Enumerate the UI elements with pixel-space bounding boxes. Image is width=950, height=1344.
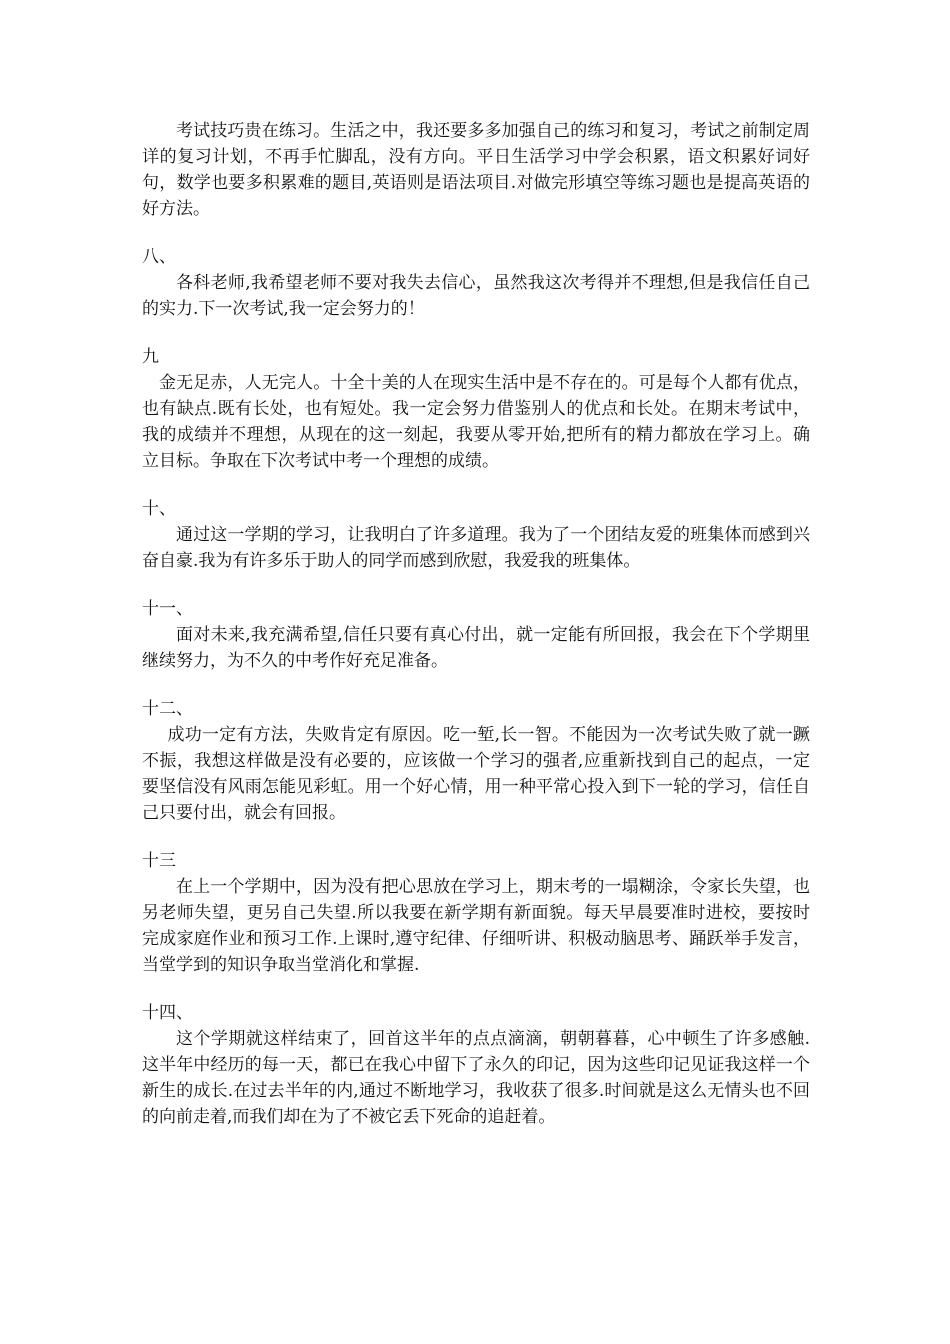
section-9 xyxy=(142,344,810,474)
section-intro xyxy=(142,118,810,222)
section-14 xyxy=(142,1000,810,1130)
section-paragraph: 成功一定有方法，失败肯定有原因。吃一堑,长一智。不能因为一次考试失败了就一蹶不振，我想这样做是没有必要的，应该做一个学习的强者,应重新找到自己的起点，一定要坚信没有风雨怎能见彩虹。用一个好心情，用一种平常心投入到下一轮的学习，信任自己只要付出，就会有回报。 xyxy=(142,725,810,823)
section-heading: 十、 xyxy=(142,499,176,519)
section-13 xyxy=(142,848,810,978)
section-heading: 十二、 xyxy=(142,699,193,719)
section-heading: 九 xyxy=(142,347,159,367)
section-heading: 十三 xyxy=(142,851,176,871)
section-paragraph: 考试技巧贵在练习。生活之中，我还要多多加强自己的练习和复习，考试之前制定周详的复习计划，不再手忙脚乱，没有方向。平日生活学习中学会积累，语文积累好词好句，数学也要多积累难的题目,英语则是语法项目.对做完形填空等练习题也是提高英语的好方法。 xyxy=(142,121,810,219)
section-paragraph: 面对未来,我充满希望,信任只要有真心付出，就一定能有所回报，我会在下个学期里继续努力，为不久的中考作好充足准备。 xyxy=(142,625,810,671)
section-12 xyxy=(142,696,810,826)
section-paragraph: 在上一个学期中，因为没有把心思放在学习上，期末考的一塌糊涂，令家长失望，也另老师失望，更另自己失望.所以我要在新学期有新面貌。每天早晨要准时进校，要按时完成家庭作业和预习工作.上课时,遵守纪律、仔细听讲、积极动脑思考、踊跃举手发言，当堂学到的知识争取当堂消化和掌握. xyxy=(142,877,810,975)
section-heading: 八、 xyxy=(142,247,176,267)
section-11 xyxy=(142,596,810,674)
section-paragraph: 这个学期就这样结束了，回首这半年的点点滴滴，朝朝暮暮，心中顿生了许多感触.这半年中经历的每一天，都已在我心中留下了永久的印记，因为这些印记见证我这样一个新生的成长.在过去半年的内,通过不断地学习，我收获了很多.时间就是这么无情头也不回的向前走着,而我们却在为了不被它丢下死命的追赶着。 xyxy=(142,1029,810,1127)
document-page xyxy=(142,118,810,1152)
section-paragraph: 通过这一学期的学习，让我明白了许多道理。我为了一个团结友爱的班集体而感到兴奋自豪.我为有许多乐于助人的同学而感到欣慰，我爱我的班集体。 xyxy=(142,525,810,571)
section-heading: 十四、 xyxy=(142,1003,193,1023)
section-heading: 十一、 xyxy=(142,599,193,619)
section-paragraph: 金无足赤，人无完人。十全十美的人在现实生活中是不存在的。可是每个人都有优点，也有缺点.既有长处，也有短处。我一定会努力借鉴别人的优点和长处。在期末考试中，我的成绩并不理想，从现在的这一刻起，我要从零开始,把所有的精力都放在学习上。确立目标。争取在下次考试中考一个理想的成绩。 xyxy=(142,373,810,471)
section-paragraph: 各科老师,我希望老师不要对我失去信心，虽然我这次考得并不理想,但是我信任自己的实力.下一次考试,我一定会努力的！ xyxy=(142,273,810,319)
section-8 xyxy=(142,244,810,322)
section-10 xyxy=(142,496,810,574)
